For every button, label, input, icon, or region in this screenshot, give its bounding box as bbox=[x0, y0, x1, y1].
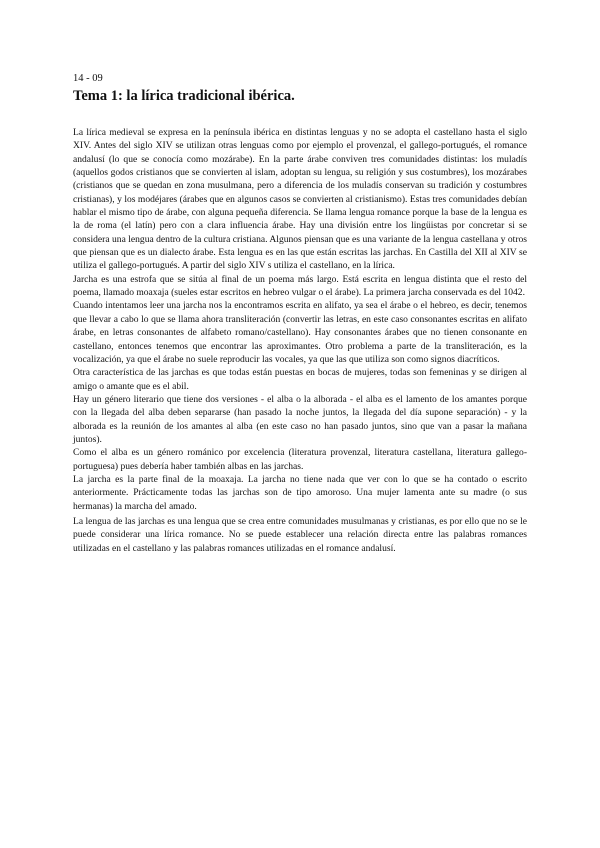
page-title: Tema 1: la lírica tradicional ibérica. bbox=[73, 88, 295, 104]
paragraph-intro: La lírica medieval se expresa en la península ibérica en distintas lenguas y no se adopta el castellano hasta el siglo XIV. Antes del siglo XIV se utilizan otras lenguas como por ejemplo el provenzal, el gallego-portugués, el romance andalusí (lo que se conocía como mozárabe). En la parte árabe conviven tres comunidades distintas: los muladís (aquellos godos cristianos que se convierten al islam, adoptan su lengua, su religión y sus costumbres), los mozárabes (cristianos que se quedan en zona musulmana, pero a diferencia de los muladís conservan su tradición y costumbres cristianas), y los modéjares (árabes que en algunos casos se convierten al cristianismo). Estas tres comunidades debían hablar el mismo tipo de árabe, con alguna pequeña diferencia. Se llama lengua romance porque la base de la lengua es la de roma (el latín) pero con a clara influencia árabe. Hay una división entre los lingüistas por concretar si se considera una lengua dentro de la cultura cristiana. Algunos piensan que es una variante de la lengua castellana y otros que piensan que es un dialecto árabe. Esta lengua es en las que están escritas las jarchas. En Castilla del XII al XIV se utiliza el gallego-portugués. A partir del siglo XIV s utiliza el castellano, en la lírica. bbox=[73, 127, 527, 272]
paragraph-female-voice: Otra característica de las jarchas es que todas están puestas en bocas de mujeres, todas son femeninas y se dirigen al amigo o amante que es el abil. bbox=[73, 367, 527, 392]
paragraph-alba-romance: Como el alba es un género románico por excelencia (literatura provenzal, literatura castellana, literatura gallego-portuguesa) pues debería haber también albas en las jarchas. bbox=[73, 447, 527, 472]
paragraph-alba-genre: Hay un género literario que tiene dos versiones - el alba o la alborada - el alba es el lamento de los amantes porque con la llegada del alba deben separarse (han pasado la noche juntos, la llegada del día supone separación) - y la alborada es la reunión de los amantes al alba (en este caso no han pasado juntos, sino que van a pasar la mañana juntos). bbox=[73, 393, 527, 445]
paragraph-transliteration: Cuando intentamos leer una jarcha nos la encontramos escrita en alifato, ya sea el árabe o el hebreo, es decir, tenemos que llevar a cabo lo que se llama ahora transliteración (convertir las letras, en este caso consonantes escritas en alifato árabe, en letras consonantes de alfabeto romano/castellano). Hay consonantes árabes que no tienen consonante en castellano, entonces tenemos que encontrar las aproximantes. Otro problema a parte de la transliteración, es la vocalización, ya que el árabe no suele reproducir las vocales, ya que las que utiliza son como signos diacríticos. bbox=[73, 300, 527, 365]
document-page bbox=[73, 72, 527, 555]
paragraph-jarcha-language: La lengua de las jarchas es una lengua que se crea entre comunidades musulmanas y cristianas, es por ello que no se le puede considerar una lírica romance. No se puede establecer una relación directa entre las palabras romances utilizadas en el castellano y las palabras romances utilizadas en el romance andalusí. bbox=[73, 515, 527, 554]
paragraph-jarcha-definition: Jarcha es una estrofa que se sitúa al final de un poema más largo. Está escrita en lengua distinta que el resto del poema, llamado moaxaja (sueles estar escritos en hebreo vulgar o el árabe). La primera jarcha conservada es del 1042. bbox=[73, 273, 527, 299]
date-heading: 14 - 09 bbox=[73, 73, 103, 84]
paragraph-jarcha-moaxaja: La jarcha es la parte final de la moaxaja. La jarcha no tiene nada que ver con lo que se ha contado o escrito anteriormente. Prácticamente todas las jarchas son de tipo amoroso. Una mujer lamenta ante su madre (o sus hermanas) la marcha del amado. bbox=[73, 473, 527, 512]
